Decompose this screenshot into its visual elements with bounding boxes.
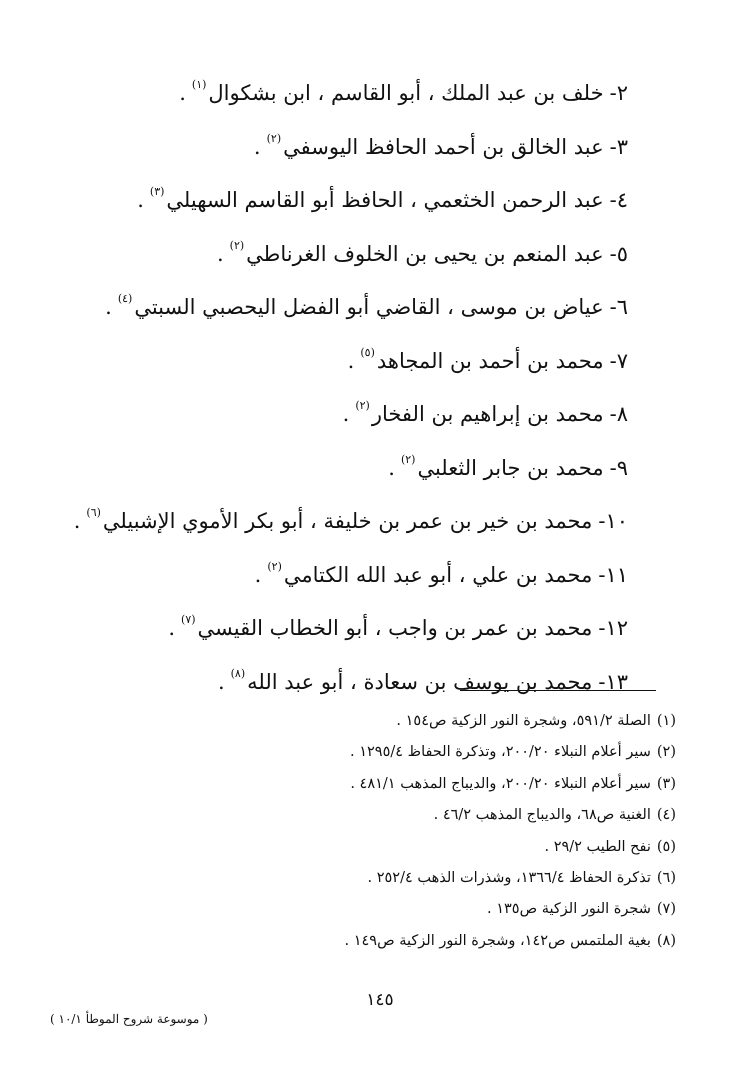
entry-text: محمد بن جابر الثعلبي	[417, 455, 604, 480]
list-item: ٤-عبد الرحمن الخثعمي ، الحافظ أبو القاسم السهيلي$^{(٣)}$.	[137, 185, 628, 212]
footnote-divider	[460, 690, 656, 691]
list-item: ٢-خلف بن عبد الملك ، أبو القاسم ، ابن بشكوال$^{(١)}$.	[179, 78, 628, 105]
footnote-ref: (٢)	[267, 559, 282, 573]
entry-text: محمد بن علي ، أبو عبد الله الكتامي	[283, 562, 593, 587]
footnote-ref: (٢)	[266, 131, 282, 145]
list-item: ١٣-محمد بن يوسف بن سعادة ، أبو عبد الله$^{(٨)}$.	[217, 666, 628, 694]
entry-text: محمد بن إبراهيم بن الفخار	[371, 402, 604, 426]
list-item: ٦-عياض بن موسى ، القاضي أبو الفضل اليحصبي السبتي$^{(٤)}$.	[105, 292, 628, 319]
entry-text: محمد بن عمر بن واجب ، أبو الخطاب القيسي	[197, 616, 593, 640]
page-number: ١٤٥	[366, 990, 394, 1010]
footnote: (٣)سير أعلام النبلاء ٢٠٠/٢٠، والديباج المذهب ٤٨١/١ .	[350, 775, 676, 792]
footnote-ref: (٨)	[230, 666, 246, 680]
footnote-ref: (٥)	[360, 345, 375, 359]
list-item: ٧-محمد بن أحمد بن المجاهد$^{(٥)}$.	[347, 345, 628, 373]
list-item: ٨-محمد بن إبراهيم بن الفخار$^{(٢)}$.	[342, 399, 628, 426]
entry-text: عياض بن موسى ، القاضي أبو الفضل اليحصبي السبتي	[134, 295, 604, 319]
entry-text: عبد الخالق بن أحمد الحافظ اليوسفي	[283, 134, 604, 159]
entry-text: خلف بن عبد الملك ، أبو القاسم ، ابن بشكوال	[208, 81, 604, 105]
list-item: ١٠-محمد بن خير بن عمر بن خليفة ، أبو بكر الأموي الإشبيلي$^{(٦)}$.	[73, 506, 628, 533]
entry-text: عبد الرحمن الخثعمي ، الحافظ أبو القاسم السهيلي	[166, 188, 604, 212]
footnote-ref: (٢)	[400, 452, 416, 466]
footnote: (٥)نفح الطيب ٢٩/٢ .	[544, 838, 676, 855]
footnote-ref: (٢)	[355, 399, 370, 412]
footnote: (٨)بغية الملتمس ص١٤٢، وشجرة النور الزكية ص١٤٩ .	[344, 932, 676, 949]
footnote-ref: (٧)	[181, 613, 196, 626]
series-footer: ( موسوعة شروح الموطأ ١٠/١ )	[50, 1012, 208, 1026]
footnote-ref: (١)	[191, 78, 207, 91]
footnote: (٦)تذكرة الحفاظ ١٣٦٦/٤، وشذرات الذهب ٢٥٢/٤ .	[367, 869, 676, 886]
footnote: (١)الصلة ٥٩١/٢، وشجرة النور الزكية ص١٥٤ .	[396, 713, 676, 729]
list-item: ٥-عبد المنعم بن يحيى بن الخلوف الغرناطي$^{(٢)}$.	[216, 238, 628, 266]
footnotes	[116, 706, 676, 957]
list-item: ١٢-محمد بن عمر بن واجب ، أبو الخطاب القيسي$^{(٧)}$.	[168, 613, 628, 640]
footnote: (٢)سير أعلام النبلاء ٢٠٠/٢٠، وتذكرة الحفاظ ١٢٩٥/٤ .	[350, 744, 676, 761]
entry-text: عبد المنعم بن يحيى بن الخلوف الغرناطي	[246, 241, 604, 266]
list-item: ٩-محمد بن جابر الثعلبي$^{(٢)}$.	[388, 452, 628, 480]
footnote-ref: (٢)	[229, 238, 245, 252]
footnote: (٧)شجرة النور الزكية ص١٣٥ .	[486, 901, 676, 918]
entry-text: محمد بن يوسف بن سعادة ، أبو عبد الله	[247, 669, 593, 694]
footnote: (٤)الغنية ص٦٨، والديباج المذهب ٤٦/٢ .	[433, 807, 676, 824]
entry-text: محمد بن أحمد بن المجاهد	[376, 348, 604, 373]
footnote-ref: (٤)	[117, 292, 133, 305]
footnote-ref: (٣)	[149, 185, 165, 198]
footnote-ref: (٦)	[86, 506, 101, 519]
list-item: ١١-محمد بن علي ، أبو عبد الله الكتامي$^{(٢)}$.	[254, 559, 628, 587]
entry-text: محمد بن خير بن عمر بن خليفة ، أبو بكر الأموي الإشبيلي	[102, 509, 593, 533]
list-item: ٣-عبد الخالق بن أحمد الحافظ اليوسفي$^{(٢)}$.	[253, 131, 628, 159]
scholar-list	[28, 58, 628, 700]
